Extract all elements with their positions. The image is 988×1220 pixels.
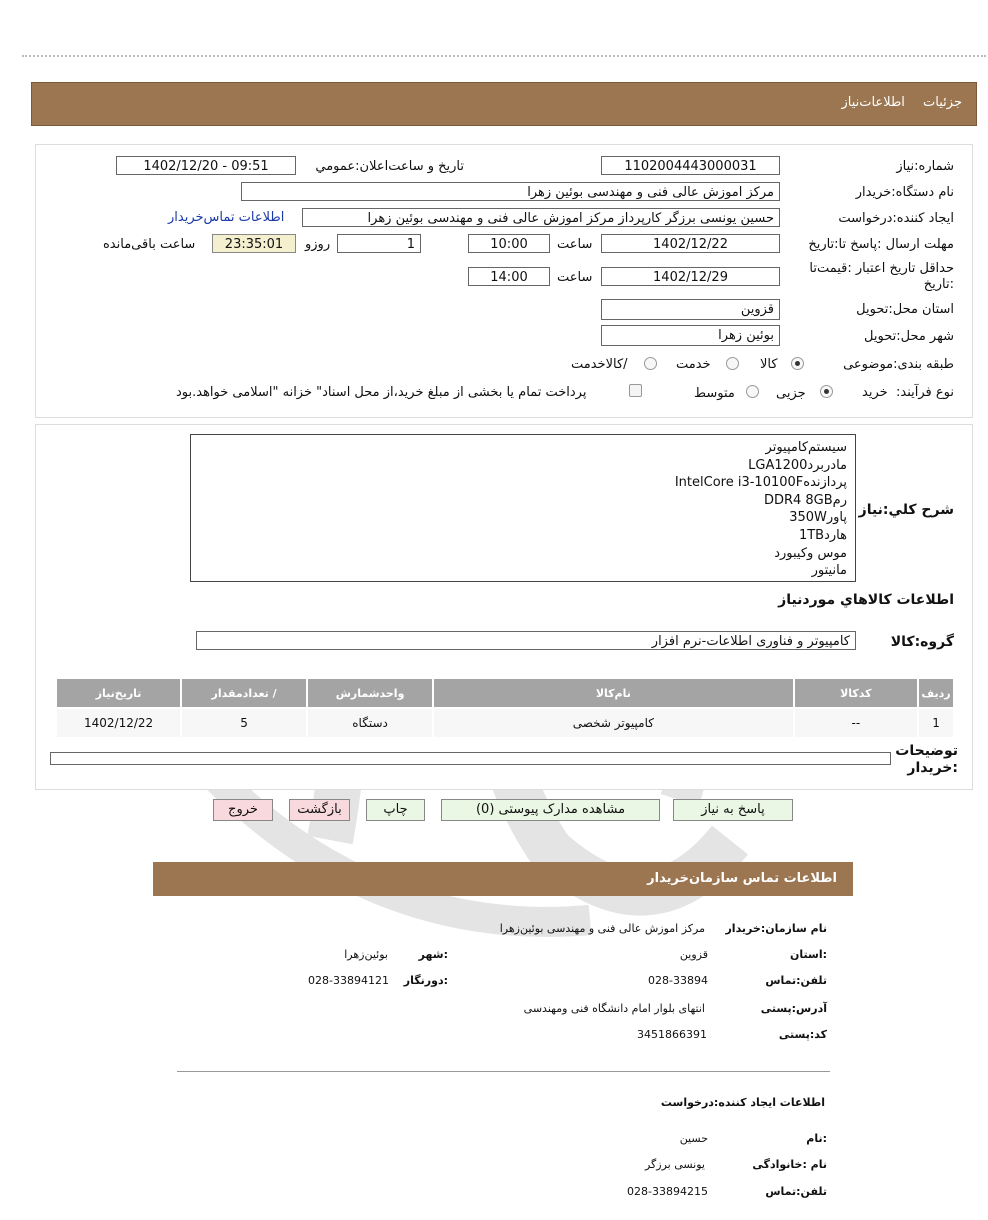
deadline-date-field: 1402/12/22	[601, 234, 780, 253]
address-value: انتهای بلوار امام دانشگاه فنی ومهندسی	[523, 1002, 705, 1015]
validity-date-field: 1402/12/29	[601, 267, 780, 286]
top-header-bar	[31, 82, 977, 126]
back-button[interactable]: بازگشت	[289, 799, 350, 821]
process-buy-label: خرید	[862, 385, 888, 400]
top-divider	[22, 55, 986, 57]
phone-value: 028-33894	[648, 974, 708, 987]
col-name: نام‌کالا	[433, 678, 794, 708]
name-value: حسین	[679, 1132, 708, 1145]
validity-time-field: 14:00	[468, 267, 550, 286]
buyer-label: نام دستگاه:خریدار	[855, 185, 954, 200]
category-both-label: /کالاخدمت	[571, 357, 628, 372]
buyer-contact-link[interactable]: اطلاعات تماس‌خریدار	[168, 210, 285, 225]
cell-unit: دستگاه	[307, 708, 433, 738]
city-field: بوئین زهرا	[601, 325, 780, 346]
days-label: روزو	[305, 237, 331, 252]
deadline-label: مهلت ارسال :پاسخ تا:تاریخ	[808, 237, 954, 252]
remaining-label: ساعت باقی‌مانده	[103, 237, 196, 252]
fax-value: 028-33894121	[308, 974, 389, 987]
name-label: :نام	[806, 1132, 827, 1145]
goods-group-label: گروه:کالا	[890, 634, 954, 650]
cell-qty: 5	[181, 708, 307, 738]
fax-label: :دورنگار	[403, 974, 448, 987]
need-number-field: 1102004443000031	[601, 156, 780, 175]
description-line: مانیتور	[811, 563, 847, 579]
cell-name: کامپیوتر شخصی	[433, 708, 794, 738]
process-partial-label: جزیی	[776, 386, 806, 401]
col-date: تاریخ‌نیاز	[56, 678, 181, 708]
buyer-notes-label-2: :خریدار	[907, 760, 958, 776]
phone-label: تلفن:تماس	[765, 974, 827, 987]
cell-date: 1402/12/22	[56, 708, 181, 738]
description-box	[190, 434, 856, 582]
announce-field: 1402/12/20 - 09:51	[116, 156, 296, 175]
cell-code: --	[794, 708, 918, 738]
description-line: رمDDR4 8GB	[763, 492, 847, 508]
description-line: هارد1TB	[798, 527, 847, 543]
buyer-contact-header	[153, 862, 853, 896]
postal-label: کد:پستی	[778, 1028, 827, 1041]
print-button[interactable]: چاپ	[366, 799, 425, 821]
buyer-field: مرکز اموزش عالی فنی و مهندسی بوئین زهرا	[241, 182, 780, 201]
province-label: استان محل:تحویل	[856, 302, 954, 317]
validity-label: حداقل تاریخ اعتبار :قیمت‌تا	[809, 261, 954, 276]
col-qty: / تعدادمقدار	[181, 678, 307, 708]
process-medium-label: متوسط	[694, 386, 735, 401]
creator-field: حسین یونسی برزگر کارپرداز مرکز اموزش عالی فنی و مهندسی بوئین زهرا	[302, 208, 780, 227]
buyer-notes-field	[50, 752, 891, 765]
col-code: کدکالا	[794, 678, 918, 708]
city-contact-label: :شهر	[418, 948, 448, 961]
col-row: ردیف	[918, 678, 954, 708]
contact-divider	[177, 1071, 830, 1072]
org-value: مرکز اموزش عالی فنی و مهندسی بوئین‌زهرا	[499, 922, 705, 935]
city-contact-value: بوئین‌زهرا	[344, 948, 388, 961]
description-line: موس وکیبورد	[774, 545, 847, 561]
goods-group-field: کامپیوتر و فناوری اطلاعات-نرم افزار	[196, 631, 856, 650]
validity-label-2: :تاریخ	[923, 277, 954, 292]
category-service-radio[interactable]	[726, 357, 739, 370]
need-number-label: شماره:نیاز	[896, 159, 954, 174]
category-goods-radio[interactable]	[791, 357, 804, 370]
province-contact-value: قزوین	[679, 948, 708, 961]
treasury-checkbox[interactable]	[629, 384, 642, 397]
deadline-time-field: 10:00	[468, 234, 550, 253]
description-line: پردازندهIntelCore i3-10100F	[674, 475, 847, 491]
description-line: سیستم‌کامپیوتر	[765, 440, 847, 455]
family-value: یونسی برزگر	[644, 1158, 705, 1171]
validity-time-label: ساعت	[557, 270, 593, 285]
description-label: شرح کلي:نیاز	[858, 502, 954, 518]
creator-label: ایجاد کننده:درخواست	[838, 211, 954, 226]
category-service-label: خدمت	[676, 357, 711, 372]
deadline-time-label: ساعت	[557, 237, 593, 252]
goods-table	[55, 677, 955, 739]
process-label: نوع فرآیند:	[896, 385, 954, 400]
exit-button[interactable]: خروج	[213, 799, 273, 821]
treasury-text: پرداخت تمام یا بخشی از مبلغ خرید،از محل اسناد" خزانه "اسلامی خواهد.بود	[176, 385, 587, 400]
description-line: مادربردLGA1200	[748, 457, 847, 473]
category-both-radio[interactable]	[644, 357, 657, 370]
address-label: آدرس:پستی	[760, 1002, 827, 1015]
reply-button[interactable]: پاسخ به نیاز	[673, 799, 793, 821]
buyer-notes-label: توضیحات	[895, 743, 958, 759]
announce-label: تاریخ و ساعت‌اعلان:عمومي	[315, 159, 464, 174]
remaining-timer: 23:35:01	[212, 234, 296, 253]
process-partial-radio[interactable]	[820, 385, 833, 398]
col-unit: واحدشمارش	[307, 678, 433, 708]
city-label: شهر محل:تحویل	[864, 329, 954, 344]
cell-row: 1	[918, 708, 954, 738]
attachments-button[interactable]: مشاهده مدارک پیوستی (0)	[441, 799, 660, 821]
creator-info-title: اطلاعات ایجاد کننده:درخواست	[660, 1096, 825, 1109]
tab-need-info[interactable]: اطلاعات‌نیاز	[841, 95, 905, 110]
goods-section-title: اطلاعات کالاهاي موردنیاز	[778, 592, 954, 608]
process-medium-radio[interactable]	[746, 385, 759, 398]
province-contact-label: :استان	[790, 948, 827, 961]
creator-phone-label: تلفن:تماس	[765, 1185, 827, 1198]
postal-value: 3451866391	[637, 1028, 707, 1041]
family-label: نام :خانوادگی	[752, 1158, 827, 1171]
category-goods-label: کالا	[760, 357, 778, 372]
tab-details[interactable]: جزئيات	[923, 95, 962, 110]
description-line: پاور350W	[789, 510, 847, 526]
days-field: 1	[337, 234, 421, 253]
table-row	[56, 708, 954, 738]
province-field: قزوین	[601, 299, 780, 320]
buyer-contact-title: اطلاعات تماس سازمان‌خریدار	[647, 871, 837, 886]
creator-phone-value: 028-33894215	[627, 1185, 708, 1198]
org-label: نام سازمان:خریدار	[725, 922, 827, 935]
category-label: طبقه بندی:موضوعی	[843, 357, 954, 372]
